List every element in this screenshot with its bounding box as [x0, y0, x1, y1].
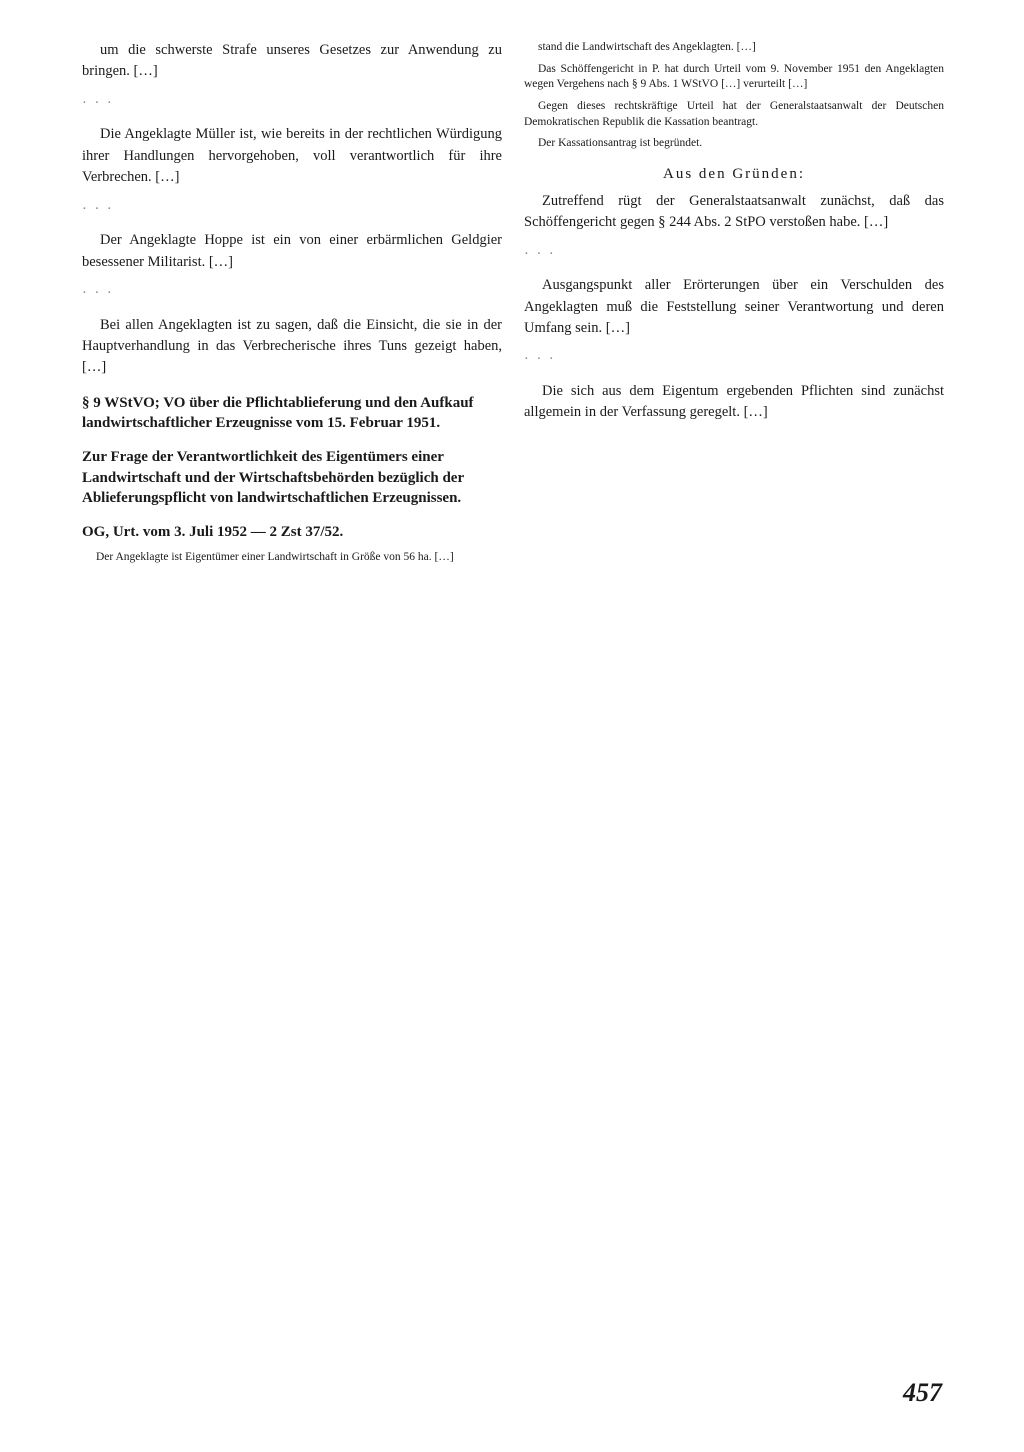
elision-mark: · · ·	[82, 285, 114, 302]
page-number: 457	[903, 1378, 942, 1407]
case-heading-topic: Zur Frage der Verantwortlichkeit des Eigentümers einer Landwirtschaft und der Wirtschaftsbehörden bezüglich der Ablieferungspflicht von landwirtschaftlichen Erzeugnissen.	[82, 449, 464, 506]
right-column	[524, 40, 944, 434]
elision-mark: · · ·	[82, 94, 114, 111]
elision-mark: · · ·	[82, 200, 114, 217]
case-facts: Der Angeklagte ist Eigentümer einer Landwirtschaft in Größe von 56 ha. […]	[96, 551, 454, 564]
paragraph: Zutreffend rügt der Generalstaatsanwalt zunächst, daß das Schöffengericht gegen § 244 Abs. 2 StPO verstoßen habe. […]	[524, 192, 944, 231]
paragraph: Der Angeklagte Hoppe ist ein von einer erbärmlichen Geldgier besessener Militarist. […]	[82, 232, 502, 270]
facts-paragraph: Gegen dieses rechtskräftige Urteil hat der Generalstaatsanwalt der Deutschen Demokratischen Republik die Kassation beantragt.	[524, 99, 944, 128]
facts-paragraph: Der Kassationsantrag ist begründet.	[538, 137, 703, 150]
left-column	[82, 40, 502, 572]
case-heading-statute: § 9 WStVO; VO über die Pflichtablieferung und den Aufkauf landwirtschaftlicher Erzeugnisse vom 15. Februar 1951.	[82, 394, 474, 432]
paragraph: Die sich aus dem Eigentum ergebenden Pflichten sind zunächst allgemein in der Verfassung geregelt. […]	[524, 382, 944, 421]
paragraph: Ausgangspunkt aller Erörterungen über ein Verschulden des Angeklagten muß die Feststellung seiner Verantwortung und deren Umfang sein. […]	[524, 277, 944, 337]
facts-paragraph: stand die Landwirtschaft des Angeklagten. […]	[538, 41, 756, 53]
facts-paragraph: Das Schöffengericht in P. hat durch Urteil vom 9. November 1951 den Angeklagten wegen Vergehens nach § 9 Abs. 1 WStVO […] verurteilt […]	[524, 62, 944, 91]
paragraph: Bei allen Angeklagten ist zu sagen, daß die Einsicht, die sie in der Hauptverhandlung in das Verbrecherische ihres Tuns gezeigt haben, […]	[82, 316, 502, 376]
paragraph: um die schwerste Strafe unseres Gesetzes zur Anwendung zu bringen. […]	[82, 42, 502, 80]
reasons-section-title: Aus den Gründen:	[663, 165, 805, 182]
elision-mark: · · ·	[524, 351, 556, 368]
case-citation: OG, Urt. vom 3. Juli 1952 — 2 Zst 37/52.	[82, 524, 344, 541]
elision-mark: · · ·	[524, 245, 556, 262]
paragraph: Die Angeklagte Müller ist, wie bereits in der rechtlichen Würdigung ihrer Handlungen hervorgehoben, voll verantwortlich für ihre Verbrechen. […]	[82, 126, 502, 186]
